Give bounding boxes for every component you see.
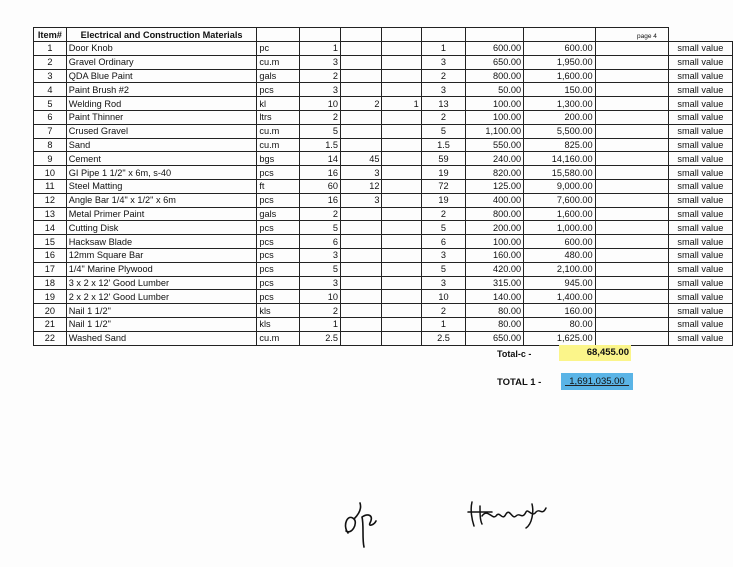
table-row: [34, 179, 733, 193]
note-cell: small value: [668, 69, 732, 83]
table-row: [34, 290, 733, 304]
quantity-2-cell: 3: [340, 193, 381, 207]
quantity-2-cell: [340, 55, 381, 69]
table-row: [34, 193, 733, 207]
unit-cell: gals: [257, 69, 300, 83]
note-cell: small value: [668, 83, 732, 97]
item-number-cell: 15: [34, 235, 67, 249]
amount-cell: 480.00: [524, 248, 596, 262]
total-quantity-cell: 2.5: [421, 331, 465, 345]
quantity-2-cell: [340, 290, 381, 304]
amount-cell: 15,580.00: [524, 166, 596, 180]
quantity-1-cell: 5: [300, 262, 341, 276]
quantity-3-cell: [382, 166, 421, 180]
unit-price-cell: 1,100.00: [466, 124, 524, 138]
description-header: Electrical and Construction Materials: [66, 28, 257, 42]
amount-cell: 600.00: [524, 235, 596, 249]
quantity-2-cell: [340, 207, 381, 221]
item-description-cell: 3 x 2 x 12' Good Lumber: [66, 276, 257, 290]
total-quantity-cell: 5: [421, 262, 465, 276]
item-number-cell: 14: [34, 221, 67, 235]
item-number-cell: 17: [34, 262, 67, 276]
unit-cell: bgs: [257, 152, 300, 166]
quantity-2-cell: [340, 317, 381, 331]
total-quantity-cell: 1: [421, 42, 465, 56]
quantity-3-cell: [382, 207, 421, 221]
quantity-1-cell: 3: [300, 248, 341, 262]
total-quantity-cell: 2: [421, 69, 465, 83]
unit-cell: pcs: [257, 166, 300, 180]
total-quantity-cell: 72: [421, 179, 465, 193]
quantity-1-cell: 1: [300, 317, 341, 331]
quantity-3-cell: [382, 262, 421, 276]
total-quantity-cell: 10: [421, 290, 465, 304]
item-number-cell: 18: [34, 276, 67, 290]
unit-cell: pcs: [257, 193, 300, 207]
item-description-cell: Sand: [66, 138, 257, 152]
quantity-3-cell: [382, 124, 421, 138]
amount-cell: 2,100.00: [524, 262, 596, 276]
note-cell: small value: [668, 221, 732, 235]
unit-price-cell: 200.00: [466, 221, 524, 235]
unit-price-cell: 420.00: [466, 262, 524, 276]
item-number-header: Item#: [34, 28, 67, 42]
quantity-3-cell: [382, 83, 421, 97]
amount-cell: 1,000.00: [524, 221, 596, 235]
amount-cell: 1,950.00: [524, 55, 596, 69]
unit-price-cell: 100.00: [466, 235, 524, 249]
item-number-cell: 1: [34, 42, 67, 56]
table-row: [34, 83, 733, 97]
quantity-1-cell: 1.5: [300, 138, 341, 152]
item-description-cell: GI Pipe 1 1/2" x 6m, s-40: [66, 166, 257, 180]
note-cell: small value: [668, 42, 732, 56]
total-quantity-cell: 2: [421, 304, 465, 318]
unit-price-cell: 800.00: [466, 207, 524, 221]
quantity-1-cell: 3: [300, 83, 341, 97]
quantity-2-cell: 2: [340, 97, 381, 111]
quantity-2-cell: [340, 262, 381, 276]
quantity-1-cell: 2: [300, 207, 341, 221]
item-description-cell: Paint Brush #2: [66, 83, 257, 97]
quantity-2-cell: [340, 69, 381, 83]
unit-cell: pcs: [257, 262, 300, 276]
table-row: [34, 138, 733, 152]
total-quantity-cell: 3: [421, 248, 465, 262]
unit-cell: kl: [257, 97, 300, 111]
item-number-cell: 9: [34, 152, 67, 166]
quantity-3-cell: [382, 138, 421, 152]
quantity-3-cell: [382, 110, 421, 124]
unit-price-cell: 550.00: [466, 138, 524, 152]
quantity-3-cell: 1: [382, 97, 421, 111]
item-description-cell: 12mm Square Bar: [66, 248, 257, 262]
quantity-2-cell: 3: [340, 166, 381, 180]
quantity-2-cell: [340, 235, 381, 249]
table-row: [34, 235, 733, 249]
unit-cell: pc: [257, 42, 300, 56]
quantity-1-cell: 2.5: [300, 331, 341, 345]
amount-cell: 945.00: [524, 276, 596, 290]
quantity-2-cell: [340, 304, 381, 318]
quantity-1-cell: 14: [300, 152, 341, 166]
note-cell: small value: [668, 235, 732, 249]
total-quantity-cell: 13: [421, 97, 465, 111]
unit-price-cell: 650.00: [466, 331, 524, 345]
total-1-value: 1,691,035.00: [561, 373, 633, 390]
unit-price-cell: 50.00: [466, 83, 524, 97]
note-cell: small value: [668, 317, 732, 331]
total-quantity-cell: 1: [421, 317, 465, 331]
unit-price-cell: 80.00: [466, 304, 524, 318]
item-number-cell: 11: [34, 179, 67, 193]
unit-price-cell: 80.00: [466, 317, 524, 331]
unit-price-cell: 800.00: [466, 69, 524, 83]
amount-cell: 14,160.00: [524, 152, 596, 166]
unit-price-cell: 650.00: [466, 55, 524, 69]
unit-price-cell: 100.00: [466, 97, 524, 111]
quantity-1-cell: 2: [300, 69, 341, 83]
item-number-cell: 6: [34, 110, 67, 124]
unit-price-cell: 315.00: [466, 276, 524, 290]
table-row: [34, 55, 733, 69]
item-description-cell: 2 x 2 x 12' Good Lumber: [66, 290, 257, 304]
quantity-3-cell: [382, 248, 421, 262]
item-number-cell: 5: [34, 97, 67, 111]
total-quantity-cell: 5: [421, 221, 465, 235]
quantity-3-cell: [382, 221, 421, 235]
item-number-cell: 4: [34, 83, 67, 97]
note-cell: small value: [668, 138, 732, 152]
quantity-2-cell: [340, 331, 381, 345]
note-cell: small value: [668, 262, 732, 276]
note-cell: small value: [668, 331, 732, 345]
table-row: [34, 304, 733, 318]
quantity-3-cell: [382, 179, 421, 193]
quantity-3-cell: [382, 193, 421, 207]
item-description-cell: Door Knob: [66, 42, 257, 56]
table-row: [34, 262, 733, 276]
unit-cell: cu.m: [257, 55, 300, 69]
note-cell: small value: [668, 248, 732, 262]
note-cell: small value: [668, 97, 732, 111]
item-description-cell: Angle Bar 1/4" x 1/2" x 6m: [66, 193, 257, 207]
amount-cell: 5,500.00: [524, 124, 596, 138]
amount-cell: 1,600.00: [524, 207, 596, 221]
note-cell: small value: [668, 179, 732, 193]
amount-cell: 7,600.00: [524, 193, 596, 207]
item-description-cell: Cutting Disk: [66, 221, 257, 235]
item-description-cell: 1/4" Marine Plywood: [66, 262, 257, 276]
total-1-label: TOTAL 1 -: [497, 377, 542, 388]
quantity-1-cell: 5: [300, 221, 341, 235]
signature-left: [340, 495, 385, 550]
quantity-1-cell: 60: [300, 179, 341, 193]
total-quantity-cell: 3: [421, 276, 465, 290]
quantity-3-cell: [382, 152, 421, 166]
item-number-cell: 19: [34, 290, 67, 304]
item-number-cell: 3: [34, 69, 67, 83]
item-number-cell: 16: [34, 248, 67, 262]
amount-cell: 160.00: [524, 304, 596, 318]
item-number-cell: 8: [34, 138, 67, 152]
quantity-2-cell: [340, 124, 381, 138]
item-number-cell: 2: [34, 55, 67, 69]
unit-cell: kls: [257, 304, 300, 318]
item-number-cell: 21: [34, 317, 67, 331]
quantity-2-cell: [340, 138, 381, 152]
item-description-cell: QDA Blue Paint: [66, 69, 257, 83]
item-number-cell: 7: [34, 124, 67, 138]
amount-cell: 825.00: [524, 138, 596, 152]
quantity-2-cell: [340, 221, 381, 235]
total-quantity-cell: 19: [421, 193, 465, 207]
amount-cell: 1,625.00: [524, 331, 596, 345]
quantity-1-cell: 5: [300, 124, 341, 138]
table-row: [34, 110, 733, 124]
unit-cell: pcs: [257, 221, 300, 235]
note-cell: small value: [668, 207, 732, 221]
unit-price-cell: 160.00: [466, 248, 524, 262]
item-description-cell: Metal Primer Paint: [66, 207, 257, 221]
quantity-3-cell: [382, 304, 421, 318]
quantity-2-cell: [340, 110, 381, 124]
table-row: [34, 331, 733, 345]
amount-cell: 600.00: [524, 42, 596, 56]
item-number-cell: 20: [34, 304, 67, 318]
note-cell: small value: [668, 110, 732, 124]
total-quantity-cell: 2: [421, 207, 465, 221]
note-cell: small value: [668, 124, 732, 138]
quantity-3-cell: [382, 276, 421, 290]
quantity-3-cell: [382, 317, 421, 331]
amount-cell: 150.00: [524, 83, 596, 97]
quantity-3-cell: [382, 55, 421, 69]
item-description-cell: Washed Sand: [66, 331, 257, 345]
signature-right: [462, 498, 552, 533]
table-row: [34, 152, 733, 166]
unit-cell: gals: [257, 207, 300, 221]
total-quantity-cell: 6: [421, 235, 465, 249]
quantity-1-cell: 10: [300, 97, 341, 111]
total-quantity-cell: 3: [421, 83, 465, 97]
item-number-cell: 12: [34, 193, 67, 207]
note-cell: small value: [668, 166, 732, 180]
item-description-cell: Crused Gravel: [66, 124, 257, 138]
unit-cell: ft: [257, 179, 300, 193]
amount-cell: 1,400.00: [524, 290, 596, 304]
unit-price-cell: 400.00: [466, 193, 524, 207]
quantity-1-cell: 16: [300, 193, 341, 207]
table-row: [34, 42, 733, 56]
quantity-2-cell: [340, 276, 381, 290]
total-quantity-cell: 19: [421, 166, 465, 180]
unit-cell: ltrs: [257, 110, 300, 124]
item-description-cell: Nail 1 1/2": [66, 304, 257, 318]
unit-cell: cu.m: [257, 331, 300, 345]
unit-price-cell: 100.00: [466, 110, 524, 124]
quantity-3-cell: [382, 69, 421, 83]
quantity-2-cell: 12: [340, 179, 381, 193]
quantity-2-cell: [340, 83, 381, 97]
amount-cell: 1,600.00: [524, 69, 596, 83]
total-quantity-cell: 2: [421, 110, 465, 124]
note-cell: small value: [668, 152, 732, 166]
total-c-value: 68,455.00: [559, 345, 631, 361]
quantity-2-cell: [340, 248, 381, 262]
item-number-cell: 10: [34, 166, 67, 180]
note-cell: small value: [668, 193, 732, 207]
item-number-cell: 13: [34, 207, 67, 221]
unit-price-cell: 600.00: [466, 42, 524, 56]
quantity-2-cell: [340, 42, 381, 56]
table-row: [34, 317, 733, 331]
unit-cell: pcs: [257, 276, 300, 290]
table-row: [34, 207, 733, 221]
quantity-1-cell: 1: [300, 42, 341, 56]
unit-cell: pcs: [257, 235, 300, 249]
quantity-1-cell: 2: [300, 110, 341, 124]
unit-price-cell: 820.00: [466, 166, 524, 180]
table-row: [34, 276, 733, 290]
item-description-cell: Welding Rod: [66, 97, 257, 111]
page-number: page 4: [637, 33, 657, 40]
quantity-1-cell: 6: [300, 235, 341, 249]
item-description-cell: Hacksaw Blade: [66, 235, 257, 249]
note-cell: small value: [668, 55, 732, 69]
unit-price-cell: 240.00: [466, 152, 524, 166]
quantity-2-cell: 45: [340, 152, 381, 166]
quantity-1-cell: 16: [300, 166, 341, 180]
table-row: [34, 248, 733, 262]
table-row: [34, 124, 733, 138]
unit-cell: pcs: [257, 248, 300, 262]
item-description-cell: Gravel Ordinary: [66, 55, 257, 69]
total-quantity-cell: 59: [421, 152, 465, 166]
total-quantity-cell: 3: [421, 55, 465, 69]
quantity-1-cell: 10: [300, 290, 341, 304]
quantity-3-cell: [382, 290, 421, 304]
table-row: [34, 166, 733, 180]
unit-price-cell: 125.00: [466, 179, 524, 193]
materials-table: [33, 27, 733, 346]
item-description-cell: Cement: [66, 152, 257, 166]
unit-cell: cu.m: [257, 124, 300, 138]
total-c-label: Total-c -: [497, 349, 532, 359]
table-row: [34, 221, 733, 235]
item-number-cell: 22: [34, 331, 67, 345]
unit-cell: cu.m: [257, 138, 300, 152]
item-description-cell: Nail 1 1/2": [66, 317, 257, 331]
quantity-1-cell: 3: [300, 276, 341, 290]
quantity-1-cell: 3: [300, 55, 341, 69]
item-description-cell: Paint Thinner: [66, 110, 257, 124]
table-header-row: [34, 28, 733, 42]
amount-cell: 200.00: [524, 110, 596, 124]
item-description-cell: Steel Matting: [66, 179, 257, 193]
note-cell: small value: [668, 304, 732, 318]
note-cell: small value: [668, 290, 732, 304]
quantity-3-cell: [382, 42, 421, 56]
quantity-3-cell: [382, 331, 421, 345]
unit-cell: pcs: [257, 83, 300, 97]
total-quantity-cell: 5: [421, 124, 465, 138]
unit-price-cell: 140.00: [466, 290, 524, 304]
amount-cell: 1,300.00: [524, 97, 596, 111]
quantity-3-cell: [382, 235, 421, 249]
quantity-1-cell: 2: [300, 304, 341, 318]
table-row: [34, 97, 733, 111]
table-row: [34, 69, 733, 83]
note-cell: small value: [668, 276, 732, 290]
unit-cell: kls: [257, 317, 300, 331]
unit-cell: pcs: [257, 290, 300, 304]
amount-cell: 9,000.00: [524, 179, 596, 193]
total-quantity-cell: 1.5: [421, 138, 465, 152]
amount-cell: 80.00: [524, 317, 596, 331]
